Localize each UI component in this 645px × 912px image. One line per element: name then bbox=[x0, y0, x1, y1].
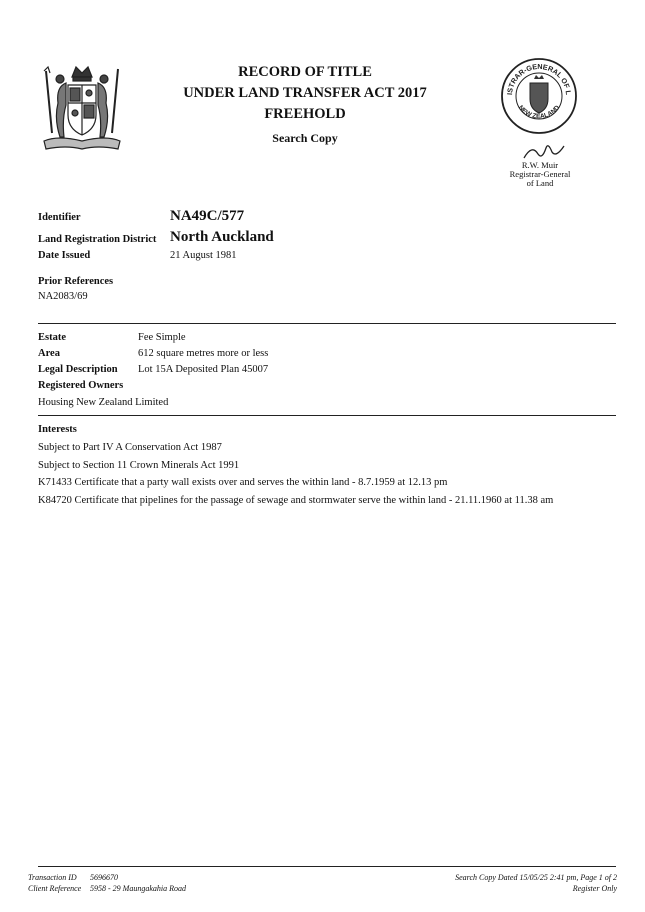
footer-divider bbox=[38, 866, 616, 867]
signatory-block bbox=[502, 161, 578, 188]
legal-description-value: Lot 15A Deposited Plan 45007 bbox=[138, 364, 269, 375]
document-title bbox=[150, 62, 460, 149]
prior-references-label: Prior References bbox=[38, 276, 114, 287]
area-label: Area bbox=[38, 348, 60, 359]
signatory-title-2: of Land bbox=[526, 178, 554, 188]
area-value: 612 square metres more or less bbox=[138, 348, 269, 359]
transaction-id-value: 5696670 bbox=[90, 873, 118, 882]
footer-left bbox=[28, 872, 186, 894]
seal-text-bottom: NEW ZEALAND bbox=[516, 104, 562, 121]
document-subtitle: Search Copy bbox=[272, 131, 338, 145]
client-reference-label: Client Reference bbox=[28, 884, 82, 893]
interest-item: K84720 Certificate that pipelines for the passage of sewage and stormwater serve the within land - 21.11.1960 at 11.38 am bbox=[38, 495, 554, 506]
date-issued-label: Date Issued bbox=[38, 250, 91, 261]
seal-text-top: ISTRAR-GENERAL OF L bbox=[505, 61, 574, 96]
coat-of-arms-icon bbox=[38, 63, 126, 153]
signatory-name: R.W. Muir bbox=[521, 160, 559, 170]
estate-label: Estate bbox=[38, 332, 66, 343]
estate-value: Fee Simple bbox=[138, 332, 186, 343]
register-only: Register Only bbox=[572, 884, 617, 893]
client-reference-value: 5958 - 29 Maungakahia Road bbox=[90, 884, 186, 893]
transaction-id-label: Transaction ID bbox=[28, 873, 77, 882]
title-line-2: UNDER LAND TRANSFER ACT 2017 bbox=[183, 85, 427, 101]
title-line-1: RECORD OF TITLE bbox=[238, 64, 372, 80]
interest-item: Subject to Section 11 Crown Minerals Act 1991 bbox=[38, 460, 240, 471]
registered-owners-value: Housing New Zealand Limited bbox=[38, 397, 169, 408]
district-label: Land Registration District bbox=[38, 234, 157, 245]
section-divider bbox=[38, 323, 616, 324]
signatory-title-1: Registrar-General bbox=[509, 169, 571, 179]
district-value: North Auckland bbox=[170, 229, 274, 245]
interests-heading: Interests bbox=[38, 424, 77, 435]
interest-item: Subject to Part IV A Conservation Act 1987 bbox=[38, 442, 222, 453]
prior-references-value: NA2083/69 bbox=[38, 291, 88, 302]
search-copy-dated: Search Copy Dated 15/05/25 2:41 pm, Page 1 of 2 bbox=[455, 873, 617, 882]
title-line-3: FREEHOLD bbox=[264, 106, 346, 122]
legal-description-label: Legal Description bbox=[38, 364, 118, 375]
footer-right bbox=[455, 872, 617, 894]
registrar-seal-icon bbox=[500, 57, 578, 135]
section-divider bbox=[38, 415, 616, 416]
registered-owners-label: Registered Owners bbox=[38, 380, 124, 391]
identifier-label: Identifier bbox=[38, 212, 81, 223]
date-issued-value: 21 August 1981 bbox=[170, 250, 237, 261]
interest-item: K71433 Certificate that a party wall exists over and serves the within land - 8.7.1959 at 12.13 pm bbox=[38, 477, 448, 488]
identifier-value: NA49C/577 bbox=[170, 208, 245, 224]
